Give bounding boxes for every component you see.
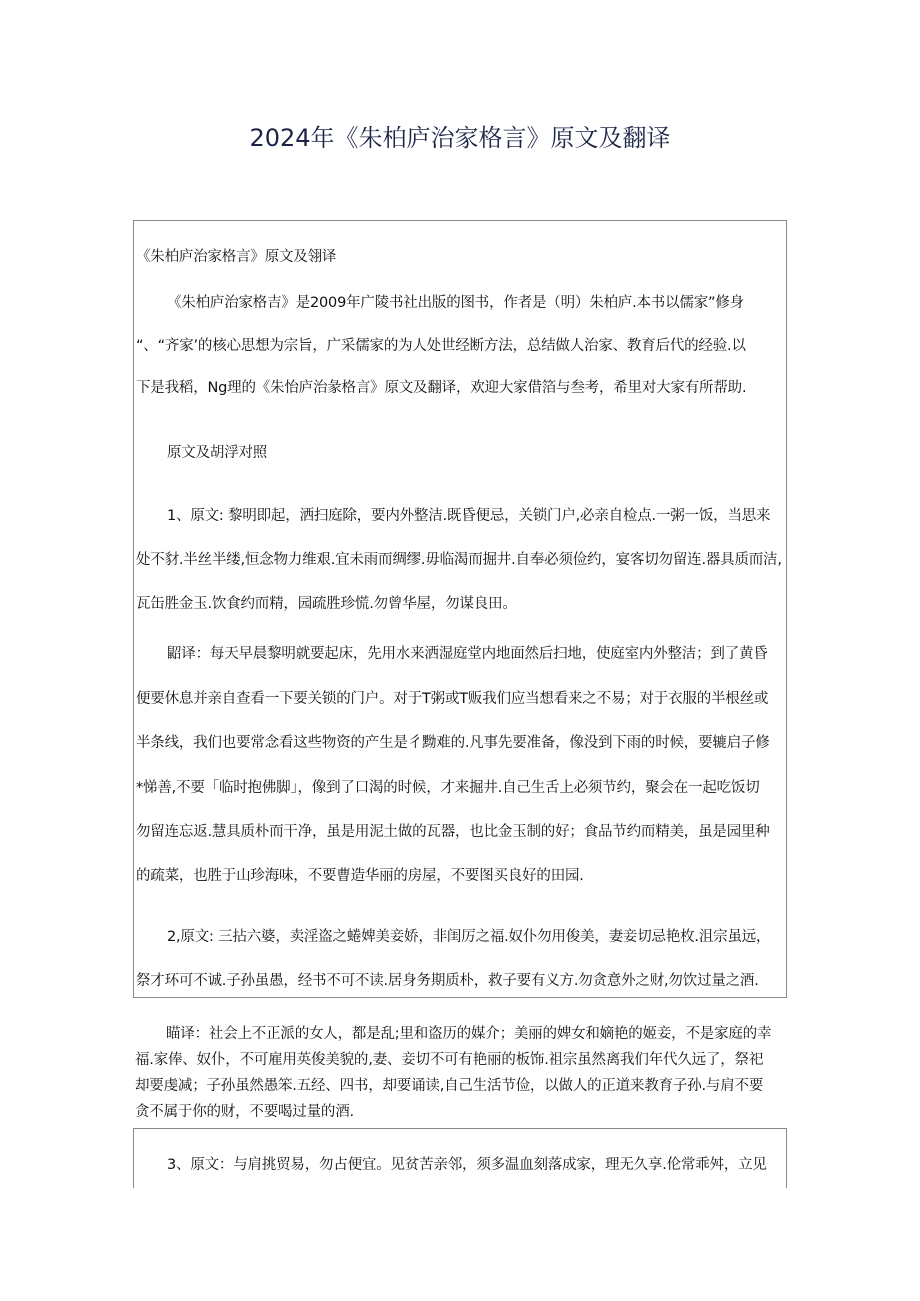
section-heading: 原文及胡浮对照 — [167, 445, 268, 461]
paragraph-line: 鼦译：每天早晨黎明就要起床，先用水来洒湿庭堂内地面然后扫地，使庭室内外整洁；到了黄昏 — [167, 646, 768, 662]
translation-line: 瞄译：社会上不正派的女人，都是乱;里和盗历的媒介；美丽的婢女和嫡艳的姬妾，不是家庭的幸 — [166, 1026, 772, 1042]
paragraph-line: 勿留连忘返.慧具质朴而干净，虽是用泥土做的瓦器，也比金玉制的好；食品节约而精美，虽是园里种 — [136, 824, 770, 840]
translation-line: 贪不属于你的财，不要喝过量的酒. — [135, 1104, 354, 1120]
paragraph-line: 2,原文: 三拈六婆，卖淫盗之蜷婢美妾娇，非闺厉之福.奴仆勿用俊美，妻妾切忌艳枚.沮宗虽远， — [167, 929, 771, 945]
document-title: 2024年《朱柏庐治家格言》原文及翻译 — [249, 124, 671, 152]
paragraph-line: “、“齐家’的核心思想为宗旨，广采儒家的为人处世经断方法，总结做人治家、教育后代的经验.以 — [136, 338, 746, 354]
paragraph-line: 半条线，我们也要常念看这些物资的产生是彳黝难的.凡事先要准备，像没到下雨的时候，要辘启子修 — [136, 735, 770, 751]
paragraph-line: 祭才环可不诚.子孙虽愚，经书不可不读.居身务期质朴，救子要有义方.勿贪意外之财,勿饮过量之酒. — [136, 973, 759, 989]
paragraph-line: 1、原文: 黎明即起，洒扫庭除，要内外整洁.既昏便忌，关锁门户,必亲自检点.一粥一饭，当思来 — [167, 508, 771, 524]
text-box-2 — [133, 1128, 787, 1188]
text-box-1 — [133, 220, 787, 998]
translation-line: 福.家俸、奴仆，不可雇用英俊美貌的,妻、妾切不可有艳丽的板饰.祖宗虽然离我们年代久远了，祭祀 — [135, 1052, 764, 1068]
paragraph-line: 便要休息并亲自查看一下要关锁的门户。对于T粥或T贩我们应当想看来之不易；对于衣服的半根丝或 — [136, 691, 769, 707]
paragraph-line: 处不豺.半丝半缕,恒念物力维艰.宜未雨而绸缪.毋临渴而掘井.自奉必须俭约，宴客切勿留连.器具质而洁, — [136, 552, 782, 568]
paragraph-line: *悌善,不要「临时抱佛脚」，像到了口渴的时候，才来掘井.自己生舌上必须节约，聚会在一起吃饭切 — [136, 780, 760, 796]
paragraph-line: 的疏菜，也胜于山珍海味，不要曹造华丽的房屋，不要图买良好的田园. — [136, 868, 584, 884]
paragraph-heading: 《朱柏庐治家格言》原文及翎译 — [136, 249, 337, 265]
translation-line: 却要虔减；子孙虽然愚笨.五经、四书，却要诵读,自己生活节俭，以做人的正道来教育子孙.与肩不要 — [135, 1078, 764, 1094]
paragraph-line: 瓦缶胜金玉.饮食约而精，园疏胜珍慌.勿曾华屋，勿谋良田。 — [136, 596, 517, 612]
paragraph-line: 下是我稻，Ng理的《朱怡庐治彖格言》原文及翻译，欢迎大家借箔与叁考，希里对大家有所帮助. — [136, 380, 747, 396]
paragraph-line: 《朱柏庐治家格吉》是2009年广陵书社出版的图书，作者是（明）朱柏庐.本书以儒家”修身 — [167, 295, 744, 311]
paragraph-line: 3、原文：与肩挑贸易，勿占便宜。见贫苦亲邻，须多温血刻落成家，理无久享.伦常乖舛，立见 — [167, 1157, 767, 1173]
